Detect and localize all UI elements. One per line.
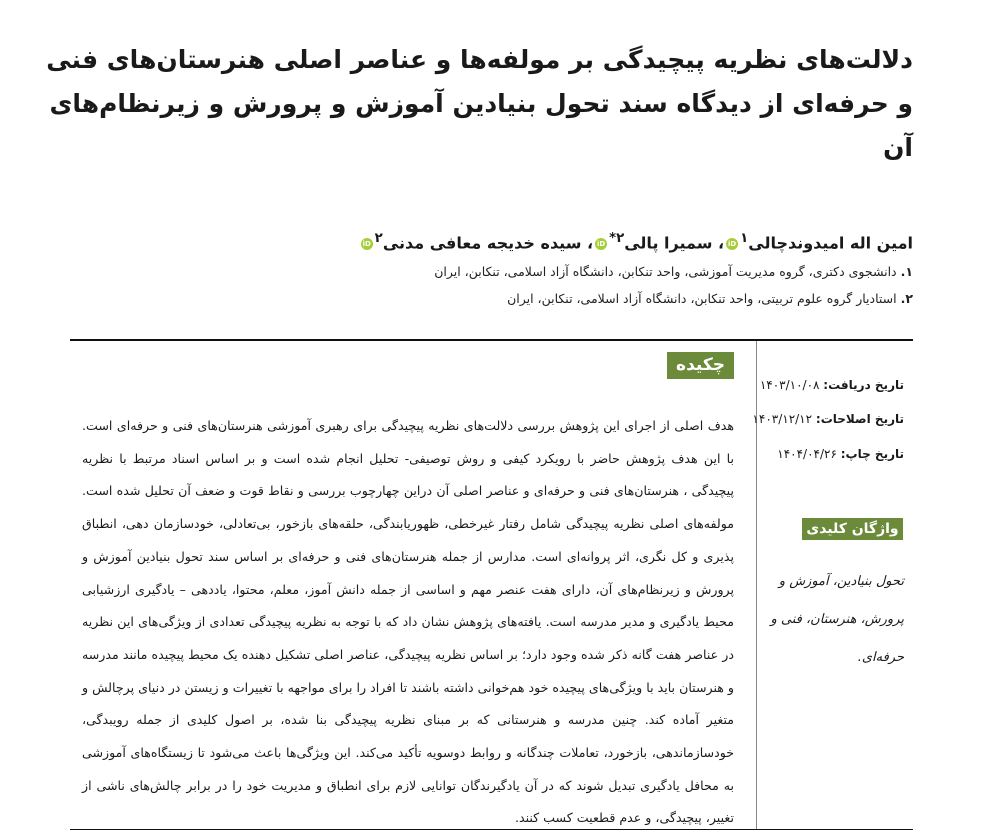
- date-value: ۱۴۰۴/۰۴/۲۶: [777, 447, 837, 461]
- paper-title: دلالت‌های نظریه پیچیدگی بر مولفه‌ها و عناصر اصلی هنرستان‌های فنی و حرفه‌ای از دیدگاه سند تحول بنیادین آموزش و پرورش و زیرنظام‌های آن: [46, 45, 913, 162]
- author-separator: ،: [712, 233, 725, 253]
- date-label: تاریخ چاپ:: [840, 447, 904, 461]
- bottom-divider: [70, 829, 913, 830]
- author-name: سمیرا پالی: [624, 233, 713, 253]
- author-sup: ۲: [374, 231, 383, 246]
- date-received: [759, 378, 904, 392]
- orcid-icon[interactable]: iD: [728, 239, 737, 248]
- author-list: [40, 231, 913, 252]
- orcid-icon[interactable]: iD: [597, 239, 606, 248]
- date-label: تاریخ اصلاحات:: [815, 412, 904, 426]
- affiliation-text: استادیار گروه علوم تربیتی، واحد تنکابن، دانشگاه آزاد اسلامی، تنکابن، ایران: [507, 291, 897, 306]
- date-label: تاریخ دریافت:: [823, 378, 904, 392]
- orcid-icon[interactable]: iD: [362, 239, 371, 248]
- date-value: ۱۴۰۳/۱۰/۰۸: [759, 378, 820, 392]
- affiliation-number: ۲.: [900, 291, 913, 306]
- author-sup: ۱: [740, 231, 749, 246]
- date-value: ۱۴۰۳/۱۲/۱۲: [752, 412, 813, 426]
- date-published: [766, 447, 904, 461]
- abstract-body: هدف اصلی از اجرای این پژوهش بررسی دلالت‌های نظریه پیچیدگی برای رهبری آموزشی هنرستان‌های فنی و حرفه‌ای است. با این هدف پژوهش حاضر با رویکرد کیفی و روش توصیفی- تحلیل انجام شده است و بر اساس اسناد مرتبط با نظریه پیچیدگی ، هنرستان‌های فنی و حرفه‌ای و عناصر اصلی آن دراین چهارچوب بررسی و نقاط قوت و ضعف آن تحلیل شده است. مولفه‌های اصلی نظریه پیچیدگی شامل رفتار غیرخطی، ظهوریابندگی، حلقه‌های بازخور، بی‌تعادلی، خودسازمان دهی، انطباق پذیری و کل نگری، اثر پروانه‌ای است. مدارس از جمله هنرستان‌های فنی و حرفه‌ای بر اساس سند تحول بنیادین آموزش و پرورش و زیرنظام‌های آن، دارای هفت عنصر مهم و اساسی از جمله دانش آموز، معلم، محتوا، یاددهی – یادگیری ارزشیابی محیط یادگیری و مدیر مدرسه است. یافته‌های پژوهش نشان داد که با توجه به نظریه پیچیدگی تعدادی از ویژگی‌های این نظریه در عناصر هفت گانه ذکر شده وجود دارد؛ بر اساس نظریه پیچیدگی، عناصر اصلی تشکیل دهنده یک محیط پیچیده مانند مدرسه و هنرستان باید با ویژگی‌های پیچیده خود هم‌خوانی داشته باشند تا افراد را برای مواجهه با تغییرات و زیستن در دنیای پرچالش و متغیر آماده کند. چنین مدرسه و هنرستانی که بر مبنای نظریه پیچیدگی بنا شده، بر اصول کلیدی از جمله رویبدگی، خودسازماندهی، بازخورد، تعاملات چندگانه و روابط دوسویه تأکید می‌کند. این ویژگی‌ها باعث می‌شود تا زیستگاه‌های آموزشی به محافل یادگیری تبدیل شوند که در آن یادگیرندگان توانایی لازم برای انطباق و مدیریت خود را در برابر چالش‌های ناشی از تغییر، پیچیدگی، و عدم قطعیت کسب کنند.: [82, 418, 734, 826]
- abstract-heading: چکیده: [667, 352, 734, 379]
- author-separator: ،: [581, 233, 594, 253]
- author-name: سیده خدیجه معافی مدنی: [382, 233, 582, 253]
- top-divider: [70, 339, 913, 341]
- keywords-list: تحول بنیادین، آموزش و پرورش، هنرستان، فنی و حرفه‌ای.: [770, 574, 904, 665]
- affiliation-1: [40, 264, 913, 279]
- date-revised: [752, 412, 904, 426]
- author-sup: ۲*: [609, 231, 625, 246]
- affiliation-number: ۱.: [900, 264, 913, 279]
- keywords-heading: واژگان کلیدی: [802, 518, 903, 540]
- author-name: امین اله امیدوندچالی: [748, 233, 913, 253]
- affiliation-text: دانشجوی دکتری، گروه مدیریت آموزشی، واحد تنکابن، دانشگاه آزاد اسلامی، تنکابن، ایران: [434, 264, 897, 279]
- affiliation-2: [40, 291, 913, 306]
